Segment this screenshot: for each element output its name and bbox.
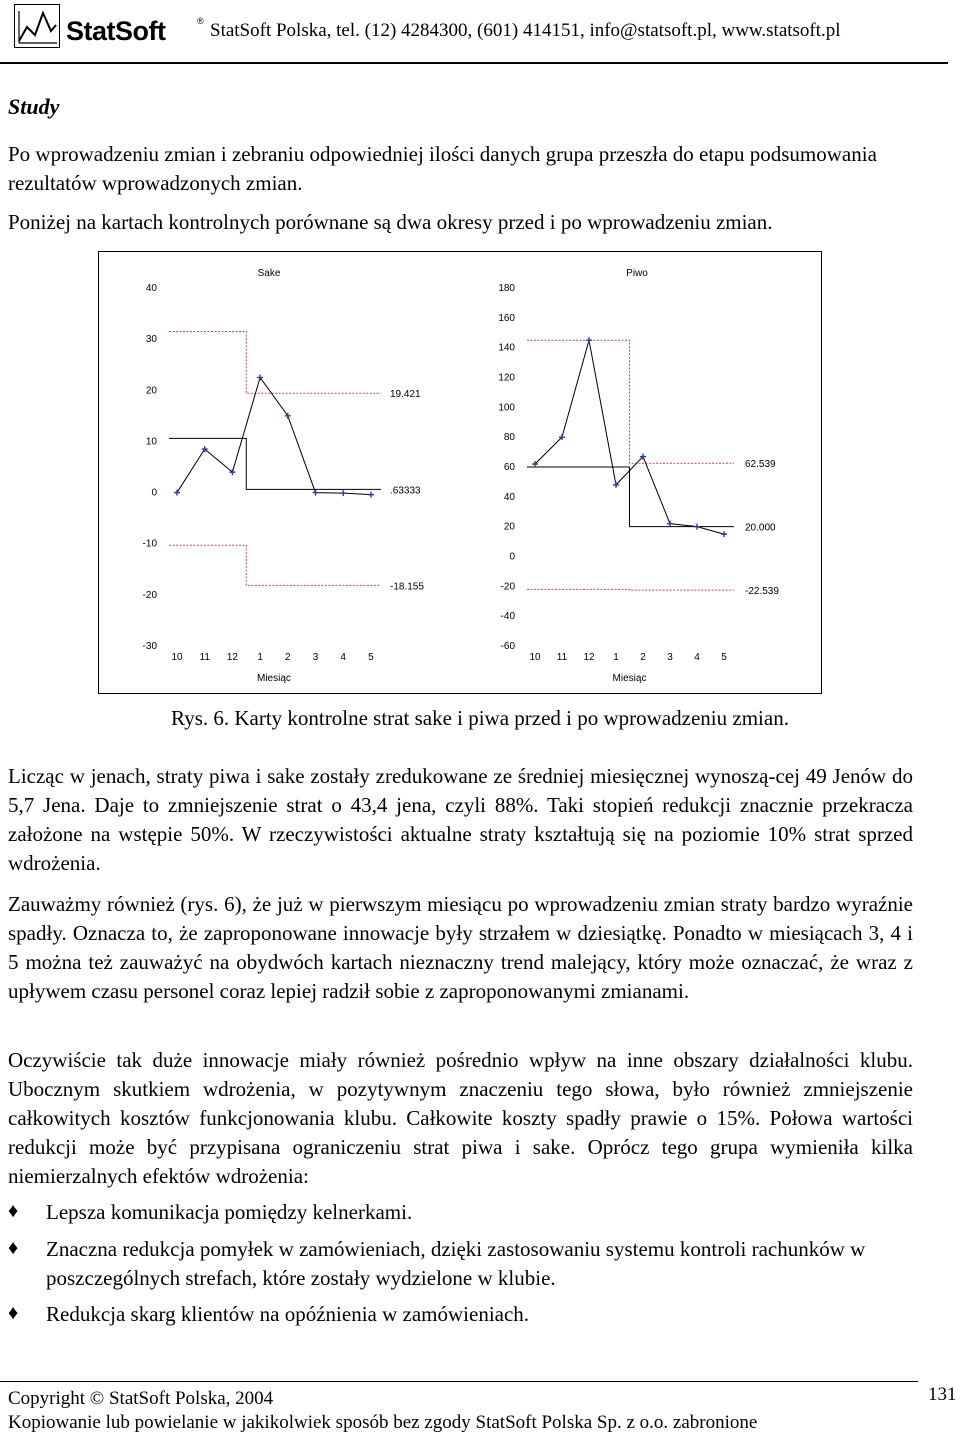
lower-control-limit — [527, 589, 734, 590]
y-tick-label: -30 — [142, 641, 157, 652]
footer-divider — [0, 1381, 918, 1382]
upper-control-limit — [169, 331, 381, 393]
x-tick-label: 10 — [171, 652, 183, 663]
paragraph-trend: Zauważmy również (rys. 6), że już w pierwszym miesiącu po wprowadzeniu zmian straty bardzo wyraźnie spadły. Oznacza to, że zaproponowane innowacje były strzałem w dziesiątkę. Ponadto w miesiącach 3, 4 i 5 można też zauważyć na obydwóch kartach nieznaczny trend malejący, który może oznaczać, że wraz z upływem czasu personel coraz lepiej radził sobie z zaproponowanymi zmianami. — [8, 892, 913, 1003]
lcl-value-label: -22.539 — [745, 586, 779, 598]
y-tick-label: 40 — [145, 283, 157, 294]
x-tick-label: 4 — [694, 652, 700, 663]
data-point — [368, 492, 374, 498]
x-tick-label: 11 — [199, 652, 210, 663]
center-line — [169, 438, 381, 489]
y-tick-label: -20 — [500, 581, 515, 593]
section-title: Study — [8, 94, 60, 119]
y-tick-label: 140 — [498, 342, 515, 354]
logo-text: StatSoft — [66, 16, 166, 46]
x-tick-label: 12 — [583, 652, 595, 663]
control-charts-figure — [98, 251, 822, 694]
chart-title: Sake — [257, 268, 281, 279]
x-tick-label: 2 — [640, 652, 646, 663]
bullet-item: Redukcja skarg klientów na opóźnienia w zamówieniach. — [46, 1302, 530, 1326]
y-tick-label: 30 — [145, 334, 157, 346]
statsoft-logo — [14, 4, 204, 50]
footer-notice: Kopiowanie lub powielanie w jakikolwiek sposób bez zgody StatSoft Polska Sp. z o.o. zabronione — [8, 1412, 758, 1433]
x-tick-label: 12 — [226, 652, 238, 663]
x-tick-label: 4 — [340, 652, 346, 663]
y-tick-label: -40 — [500, 611, 515, 623]
intro-paragraph: Po wprowadzeniu zmian i zebraniu odpowiedniej ilości danych grupa przeszła do etapu podsumowania rezultatów wprowadzonych zmian. — [8, 142, 877, 195]
control-charts-svg — [99, 252, 823, 695]
bullet-icon: ♦ — [8, 1302, 19, 1324]
x-tick-label: 3 — [667, 652, 673, 663]
y-tick-label: 120 — [498, 372, 515, 384]
x-tick-label: 5 — [721, 652, 727, 663]
y-tick-label: 40 — [503, 491, 515, 503]
x-tick-label: 10 — [529, 652, 541, 663]
page-header — [0, 0, 960, 62]
x-tick-label: 11 — [556, 652, 568, 663]
y-tick-label: 10 — [145, 436, 157, 448]
bullet-icon: ♦ — [8, 1200, 19, 1222]
y-tick-label: 60 — [503, 462, 515, 473]
y-tick-label: 0 — [509, 551, 515, 563]
bullet-item: Lepsza komunikacja pomiędzy kelnerkami. — [46, 1200, 413, 1224]
figure-caption: Rys. 6. Karty kontrolne strat sake i piwa przed i po wprowadzeniu zmian. — [171, 706, 789, 730]
ucl-value-label: 19.421 — [390, 389, 421, 401]
footer-copyright: Copyright © StatSoft Polska, 2004 — [8, 1388, 274, 1409]
x-tick-label: 3 — [312, 652, 319, 663]
bullet-item: Znaczna redukcja pomyłek w zamówieniach, dzięki zastosowaniu systemu kontroli rachunków w poszczególnych strefach, które zostały wydzielone w klubie. — [46, 1237, 866, 1290]
lcl-value-label: -18.155 — [390, 581, 424, 593]
y-tick-label: -60 — [500, 641, 515, 652]
lower-control-limit — [169, 545, 381, 585]
data-point — [721, 531, 727, 537]
data-point — [340, 490, 346, 496]
x-tick-label: 1 — [257, 652, 263, 663]
center-value-label: .63333 — [390, 485, 421, 497]
data-point — [586, 337, 592, 343]
y-tick-label: -20 — [142, 589, 157, 601]
logo-chart-icon — [14, 4, 60, 48]
data-point — [694, 524, 700, 530]
page-number: 131 — [928, 1384, 957, 1405]
bullet-icon: ♦ — [8, 1237, 19, 1259]
y-tick-label: 20 — [145, 385, 157, 397]
x-tick-label: 5 — [368, 652, 374, 663]
series-line — [177, 378, 371, 495]
data-point — [313, 490, 319, 496]
header-contact: StatSoft Polska, tel. (12) 4284300, (601) 414151, info@statsoft.pl, www.statsoft.pl — [210, 20, 841, 41]
registered-mark: ® — [197, 16, 204, 26]
x-axis-label: Miesiąc — [256, 673, 291, 684]
header-divider — [0, 62, 948, 64]
y-tick-label: 160 — [498, 312, 515, 324]
upper-control-limit — [527, 340, 734, 463]
paragraph-results: Licząc w jenach, straty piwa i sake zostały zredukowane ze średniej miesięcznej wynoszą-cej 49 Jenów do 5,7 Jena. Daje to zmniejszenie strat o 43,4 jena, czyli 88%. Taki stopień redukcji znacznie przekracza założone na wstępie 50%. W rzeczywistości aktualne straty kształtują się na poziomie 10% strat sprzed wdrożenia. — [8, 764, 913, 875]
y-tick-label: 100 — [498, 402, 515, 414]
paragraph-side-effects: Oczywiście tak duże innowacje miały również pośrednio wpływ na inne obszary działalności klubu. Ubocznym skutkiem wdrożenia, w pozytywnym znaczeniu tego słowa, było również zmniejszenie całkowitych kosztów funkcjonowania klubu. Całkowite koszty spadły prawie o 15%. Połowa wartości redukcji może być przypisana ograniczeniu strat piwa i sake. Oprócz tego grupa wymieniła kilka niemierzalnych efektów wdrożenia: — [8, 1048, 913, 1188]
x-tick-label: 1 — [613, 652, 619, 663]
intro-paragraph-2: Poniżej na kartach kontrolnych porównane są dwa okresy przed i po wprowadzeniu zmian. — [8, 210, 773, 234]
ucl-value-label: 62.539 — [745, 459, 776, 471]
data-point — [174, 490, 180, 496]
y-tick-label: -10 — [142, 538, 157, 550]
x-tick-label: 2 — [285, 652, 291, 663]
y-tick-label: 180 — [498, 283, 515, 294]
y-tick-label: 80 — [503, 432, 515, 444]
data-point — [667, 521, 673, 527]
center-value-label: 20.000 — [745, 522, 776, 534]
y-tick-label: 20 — [503, 521, 515, 533]
center-line — [527, 467, 734, 527]
x-axis-label: Miesiąc — [612, 673, 647, 684]
y-tick-label: 0 — [151, 487, 157, 499]
chart-title: Piwo — [626, 268, 648, 279]
